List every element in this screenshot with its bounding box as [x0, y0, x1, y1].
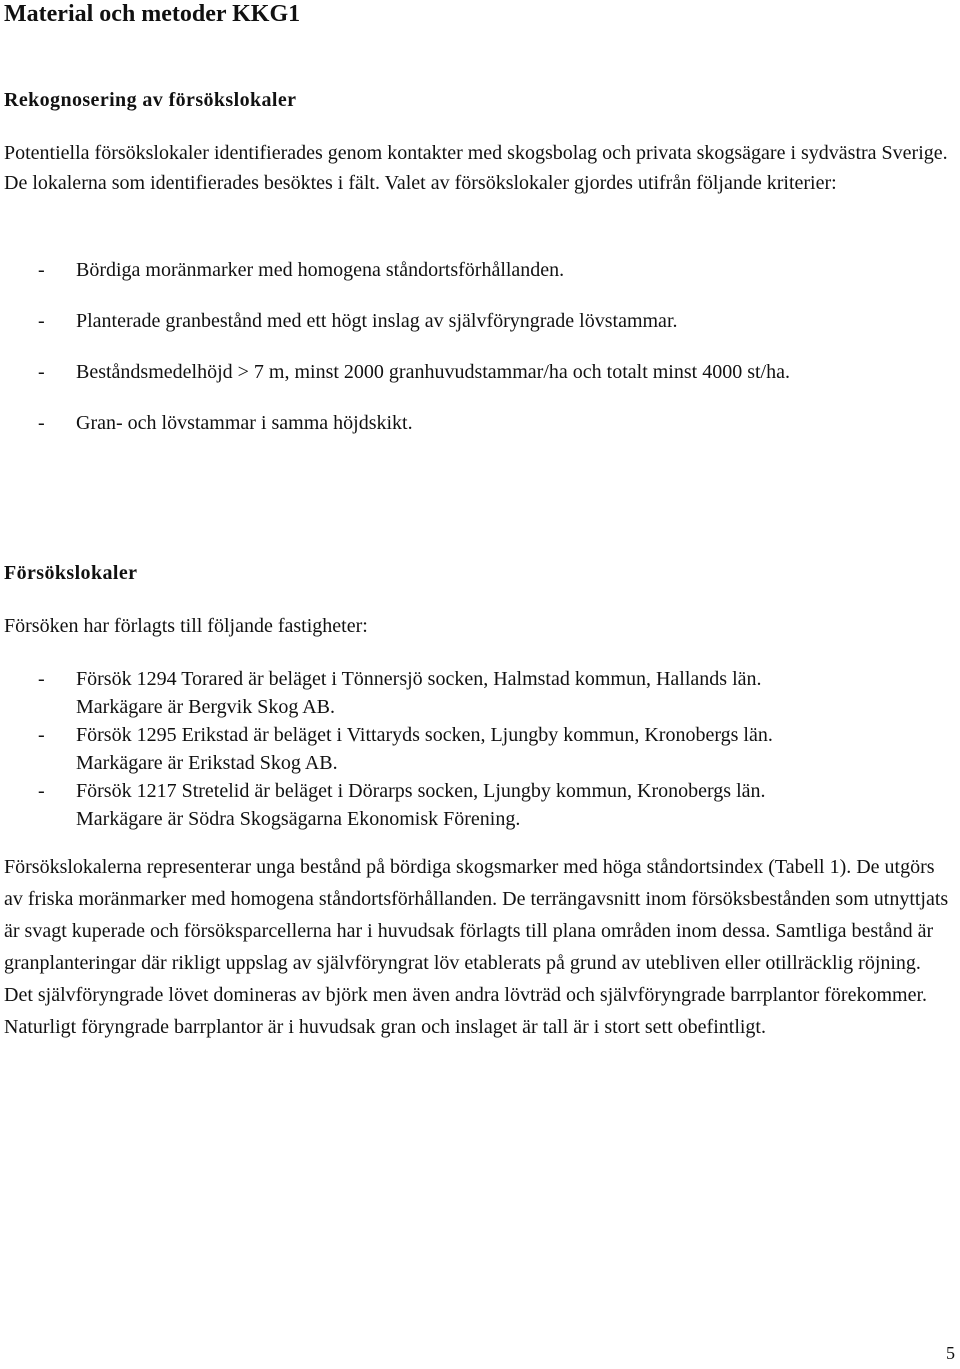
- list-item: [0, 777, 958, 805]
- list-dash: -: [38, 412, 45, 434]
- list-item-continuation: [0, 805, 958, 833]
- trial-sites-list: [0, 665, 958, 833]
- list-dash: -: [38, 361, 45, 383]
- trial-sites-intro: Försöken har förlagts till följande fastigheter:: [4, 615, 368, 637]
- site-owner: Markägare är Erikstad Skog AB.: [76, 752, 338, 774]
- site-location: Försök 1295 Erikstad är beläget i Vittaryds socken, Ljungby kommun, Kronobergs län.: [76, 724, 773, 746]
- list-item-continuation: [0, 693, 958, 721]
- site-location: Försök 1217 Stretelid är beläget i Dörarps socken, Ljungby kommun, Kronobergs län.: [76, 780, 766, 802]
- list-dash: -: [38, 310, 45, 332]
- list-item: [0, 665, 958, 693]
- list-item: [0, 721, 958, 749]
- reconnaissance-intro-paragraph: Potentiella försökslokaler identifierades genom kontakter med skogsbolag och privata skogsägare i sydvästra Sverige. De lokalerna som identifierades besöktes i fält. Valet av försökslokaler gjordes utifrån följande kriterier:: [4, 142, 948, 194]
- criterion-text: Bördiga moränmarker med homogena ståndortsförhållanden.: [76, 259, 565, 281]
- criterion-text: Planterade granbestånd med ett högt inslag av självföryngrade lövstammar.: [76, 310, 678, 332]
- list-item: [0, 309, 958, 333]
- list-item: [0, 258, 958, 282]
- site-owner: Markägare är Bergvik Skog AB.: [76, 696, 336, 718]
- site-owner: Markägare är Södra Skogsägarna Ekonomisk Förening.: [76, 808, 521, 830]
- section-heading-trial-sites: Försökslokaler: [4, 562, 138, 584]
- list-item: [0, 411, 958, 435]
- criteria-list: [0, 258, 958, 462]
- section-heading-reconnaissance: Rekognosering av försökslokaler: [4, 89, 297, 111]
- criterion-text: Beståndsmedelhöjd > 7 m, minst 2000 granhuvudstammar/ha och totalt minst 4000 st/ha.: [76, 361, 790, 383]
- site-description-paragraph: Försökslokalerna representerar unga bestånd på bördiga skogsmarker med höga ståndortsindex (Tabell 1). De utgörs av friska moränmarker med homogena ståndortsförhållanden. De terrängavsnitt inom försöksbestånden som utnyttjats är svagt kuperade och försöksparcellerna har i huvudsak förlagts till plana områden inom dessa. Samtliga bestånd är granplanteringar där rikligt uppslag av självföryngrat löv etablerats på grund av utebliven eller otillräcklig röjning. Det självföryngrade lövet domineras av björk men även andra lövträd och självföryngrade barrplantor förekommer. Naturligt föryngrade barrplantor är i huvudsak gran och inslaget är tall är i stort sett obefintligt.: [4, 856, 949, 1038]
- list-item-continuation: [0, 749, 958, 777]
- page-title: Material och metoder KKG1: [4, 1, 301, 27]
- list-dash: -: [38, 724, 45, 746]
- list-dash: -: [38, 259, 45, 281]
- page-number: 5: [946, 1343, 955, 1363]
- site-location: Försök 1294 Torared är beläget i Tönnersjö socken, Halmstad kommun, Hallands län.: [76, 668, 762, 690]
- list-dash: -: [38, 668, 45, 690]
- list-item: [0, 360, 958, 384]
- criterion-text: Gran- och lövstammar i samma höjdskikt.: [76, 412, 413, 434]
- list-dash: -: [38, 780, 45, 802]
